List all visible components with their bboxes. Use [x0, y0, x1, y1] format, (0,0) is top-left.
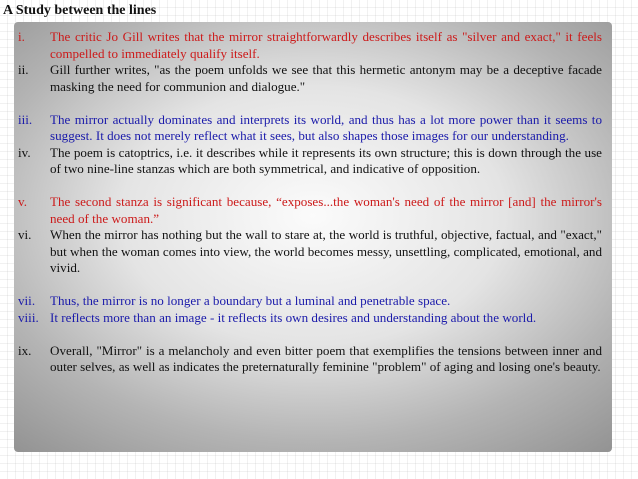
item-number: i.: [18, 29, 25, 44]
item-number: iv.: [18, 144, 31, 160]
item-number: ii.: [18, 62, 29, 77]
item-text: The critic Jo Gill writes that the mirror straightforwardly describes itself as "silver and exact," it feels compelled to immediately qualify itself.: [50, 29, 602, 61]
list-item: [14, 343, 602, 376]
item-text: Gill further writes, "as the poem unfolds we see that this hermetic antonym may be a deceptive facade masking the need for communion and dialogue.": [50, 62, 602, 94]
list-item: [14, 145, 602, 178]
item-number: v.: [18, 194, 27, 209]
list-item: [14, 227, 602, 277]
item-number: viii.: [18, 309, 39, 325]
list-item: [14, 293, 602, 310]
item-number: ix.: [18, 342, 32, 358]
item-text: Overall, "Mirror" is a melancholy and even bitter poem that exemplifies the tensions between inner and outer selves, as well as indicates the preternaturally feminine "problem" of aging and losing one's beauty.: [50, 342, 602, 374]
list-item: [14, 62, 602, 95]
item-number: vi.: [18, 227, 32, 242]
item-number: iii.: [18, 111, 33, 127]
item-number: vii.: [18, 293, 36, 308]
list-item: [14, 112, 602, 145]
analysis-list: [14, 29, 602, 376]
slide-title: A Study between the lines: [3, 3, 157, 18]
item-text: When the mirror has nothing but the wall to stare at, the world is truthful, objective, factual, and "exact," but when the woman comes into view, the world becomes messy, unsettling, complicated, emotional, and vivid.: [50, 227, 602, 275]
list-item: [14, 194, 602, 227]
item-text: It reflects more than an image - it reflects its own desires and understanding about the world.: [50, 309, 537, 325]
item-text: The poem is catoptrics, i.e. it describes while it represents its own structure; this is down through the use of two nine-line stanzas which are both symmetrical, and indicative of opposition.: [50, 144, 602, 176]
item-text: The second stanza is significant because, “exposes...the woman's need of the mirror [and] the mirror's need of the woman.”: [50, 194, 602, 226]
list-item: [14, 29, 602, 62]
list-item: [14, 310, 602, 327]
item-text: The mirror actually dominates and interprets its world, and thus has a lot more power than it seems to suggest. It does not merely reflect what it sees, but also shapes those images for our understanding.: [50, 111, 602, 143]
item-text: Thus, the mirror is no longer a boundary but a luminal and penetrable space.: [50, 293, 451, 308]
